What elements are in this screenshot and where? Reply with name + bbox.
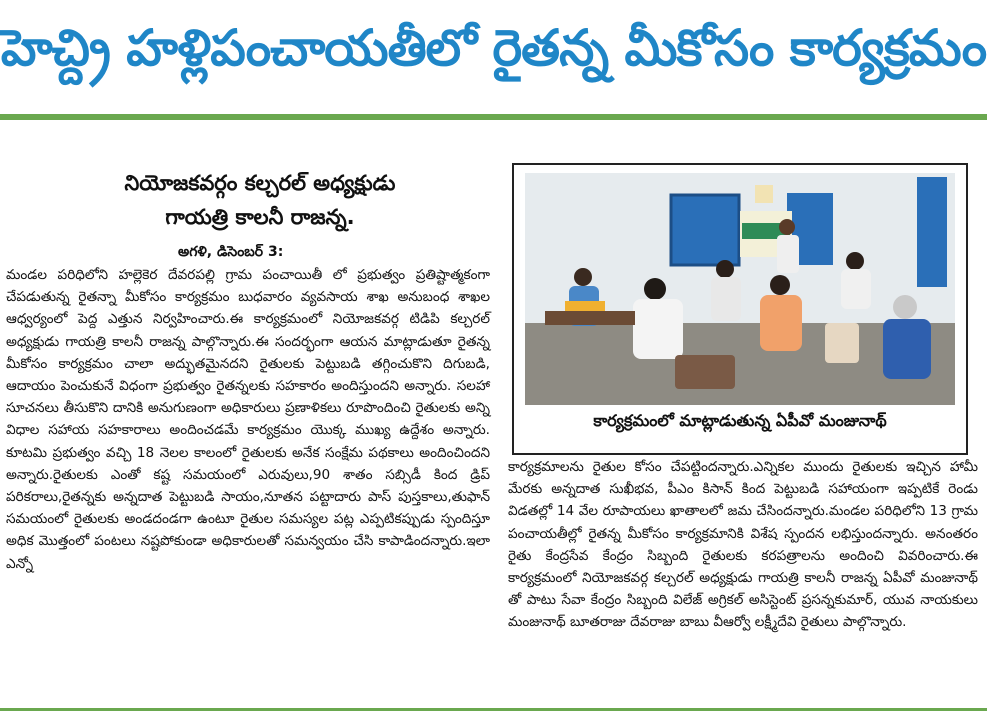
article-right-column: కార్యక్రమాలను రైతుల కోసం చేపట్టిందన్నారు.ఎన్నికల ముందు రైతులకు ఇచ్చిన హామీ మేరకు అన్నదాత సుఖీభవ, పీఎం కిసాన్ కింద పెట్టుబడి సహాయంగా ఇప్పటికే రెండు విడతల్లో 14 వేల రూపాయలు ఖాతాలలో జమ చేసిందన్నారు.మండల పరిధిలోని 13 గ్రామ పంచాయతీల్లో రైతన్న మీకోసం కార్యక్రమానికి విశేష స్పందన లభిస్తుందన్నారు. అనంతరం రైతు కేంద్రసేవ కేంద్రం సిబ్బంది రైతులకు కరపత్రాలను అందించి వివరించారు.ఈ కార్యక్రమంలో నియోజకవర్గ కల్చరల్ అధ్యక్షుడు గాయత్రి కాలనీ రాజన్న ఏపీవో మంజునాథ్ తో పాటు సేవా కేంద్రం సిబ్బంది విలేజ్ అగ్రికల్ అసిస్టెంట్ ప్రసన్నకుమార్, యువ నాయకులు మంజునాథ్ బూతరాజు దేవరాజు బాబు వీఆర్వో లక్ష్మీదేవి రైతులు పాల్గొన్నారు. <box>508 459 978 631</box>
meeting-photo <box>525 173 955 405</box>
article-left-column: మండల పరిధిలోని హల్లెకెర దేవరపల్లి గ్రామ పంచాయితీ లో ప్రభుత్వం ప్రతిష్టాత్మకంగా చేపడుతున్న రైతన్నా మీకోసం కార్యక్రమం బుధవారం వ్యవసాయ శాఖ అనుబంధ శాఖల ఆధ్వర్యంలో పెద్ద ఎత్తున నిర్వహించారు.ఈ కార్యక్రమంలో నియోజకవర్గ టిడిపి కల్చరల్ అధ్యక్షుడు గాయత్రి కాలనీ రాజన్న పాల్గొన్నారు.ఈ సందర్భంగా ఆయన మాట్లాడుతూ రైతన్న మీకోసం కార్యక్రమం చాలా అద్భుతమైనదని రైతులకు పెట్టుబడి తగ్గించుకొని దిగుబడి, ఆదాయం పెంచుకునే విధంగా ప్రభుత్వం రైతన్నలకు సహకారం అందిస్తుందని అన్నారు. సలహా సూచనలు తీసుకొని దానికి అనుగుణంగా అధికారులు ప్రణాళికలు రూపొందించి రైతులకు అన్ని విధాల సహాయ సహకారాలు అందించడమే కార్యక్రమం యొక్క ముఖ్య ఉద్దేశం అన్నారు. కూటమి ప్రభుత్వం వచ్చి 18 నెలల కాలంలో రైతులకు అనేక సంక్షేమ పథకాలు అందించిందని అన్నారు.రైతులకు ఎంతో కష్ట సమయంలో ఎరువులు,90 శాతం సబ్సిడీ కింద డ్రిప్ పరికరాలు,రైతన్నకు అన్నదాత పెట్టుబడి సాయం,నూతన పట్టాదారు పాస్ పుస్తకాలు,తుఫాన్ సమయంలో రైతులకు అండదండగా ఉంటూ రైతుల సమస్యల పట్ల ఎప్పటికప్పుడు స్పందిస్తూ అధిక మొత్తంలో పంటలు నష్టపోకుండా అధికారులతో సమన్వయం చేసి కాపాడిందన్నారు.ఇలా ఎన్నో <box>6 267 490 572</box>
photo-caption: కార్యక్రమంలో మాట్లాడుతున్న ఏపీవో మంజునాథ్ <box>593 411 887 430</box>
top-rule <box>0 114 987 120</box>
bottom-rule <box>0 708 987 711</box>
photo-frame <box>512 163 968 455</box>
dateline: అగళి, డిసెంబర్ 3: <box>178 244 284 260</box>
subheadline <box>50 166 470 234</box>
headline: హెచ్ద్రి హళ్లిపంచాయతీలో రైతన్న మీకోసం కార్యక్రమం <box>0 19 987 77</box>
meeting-photo-illustration <box>525 173 955 405</box>
subheadline-line-2: గాయత్రి కాలనీ రాజన్న. <box>165 205 355 229</box>
subheadline-line-1: నియోజకవర్గం కల్చరల్ అధ్యక్షుడు <box>124 171 396 195</box>
